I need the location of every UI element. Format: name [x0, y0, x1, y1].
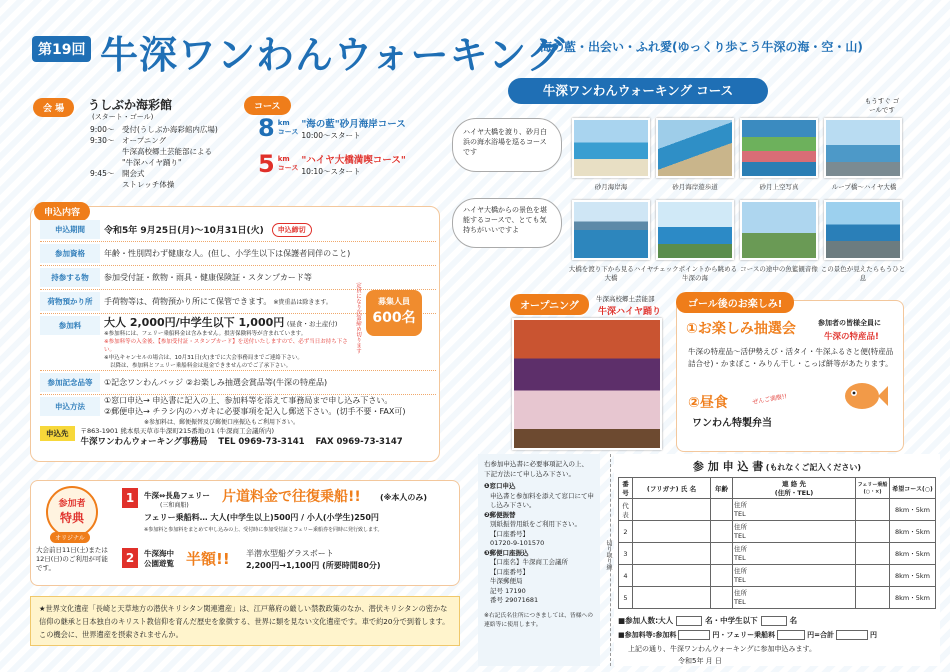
schedule-time: [90, 179, 122, 190]
row-no: 5: [619, 587, 633, 609]
deadline-badge: 申込締切: [272, 223, 312, 237]
fee-note: (昼食・お土産付): [286, 320, 338, 328]
schedule-text: オープニング: [122, 136, 167, 145]
to-label: 申込先: [40, 426, 75, 441]
count-label: ■参加人数:大人: [618, 616, 674, 625]
tel-label: TEL: [734, 597, 746, 606]
bring-value: 参加受付証・飲物・雨具・健康保険証・スタンプカード等: [104, 273, 312, 282]
perk-main-1: 片道料金で往復乗船!!: [222, 489, 361, 505]
photo-bridge-below: [572, 200, 650, 260]
schedule-time: [90, 146, 122, 157]
schedule-row: [90, 168, 240, 179]
cut-line-label: 切り取り線: [605, 540, 612, 570]
course-5km: [258, 150, 406, 178]
venue-schedule: [90, 124, 240, 190]
row-label: 参加記念品等: [40, 373, 100, 392]
to-fax: FAX 0969-73-3147: [315, 437, 403, 447]
perk-title-1: 参加者: [58, 499, 86, 509]
form-title: 参 加 申 込 書: [692, 460, 764, 473]
course-kana: コース: [277, 164, 299, 172]
col-contact-sub: (住所・TEL): [774, 489, 814, 497]
col-name: (フリガナ) 氏 名: [633, 478, 711, 499]
fee-note-line: ※参加料等の入金後、【参加受付証・スタンプカード】を送付いたしますので、必ず当日お持ち下さい。: [104, 339, 348, 353]
row-label: 申込方法: [40, 397, 100, 416]
col-contact-title: 連 絡 先: [781, 480, 807, 488]
photo-promenade: [656, 118, 734, 178]
contact-input[interactable]: [733, 543, 856, 565]
venue-label: 会 場: [33, 98, 74, 117]
row-period: [40, 218, 436, 242]
form-date: 令和5年 月 日: [678, 657, 722, 665]
photo-beach: [572, 118, 650, 178]
col-ferry: フェリー乗船(○・×): [856, 478, 890, 499]
lottery-note-2: 牛深の特産品!: [824, 332, 879, 342]
howto-panel: [478, 454, 600, 666]
fee-note-line: ※申込キャンセルの場合は、10月31日(火)までに大会事務局までご連絡下さい。: [104, 355, 303, 361]
photo-statue: [740, 200, 818, 260]
capacity-side-note: 定員になり次第締め切ります: [355, 282, 361, 354]
howto-bank-branch: 牛深郵便局: [490, 577, 523, 585]
goal-note: もうすぐ ゴールです: [864, 97, 900, 114]
row-no: 代表: [619, 499, 633, 521]
age-input[interactable]: [711, 543, 733, 565]
course-info: [301, 116, 405, 141]
howto-post-acc: 01720-9-101570: [490, 539, 545, 547]
perk-route: 牛深⇔長島フェリー: [144, 491, 210, 500]
photo-view: [824, 200, 902, 260]
fee-sum: 円=合計: [807, 631, 834, 639]
page-title: 牛深ワンわんウォーキング: [100, 33, 566, 77]
fee-input[interactable]: [678, 630, 710, 640]
howto-bank-title: ❸郵便口座振込: [484, 548, 529, 557]
perk-place-1: 牛深海中: [144, 549, 174, 558]
opening-sub: 牛深高校郷土芸能部: [596, 295, 655, 303]
period-value: 令和5年 9月25日(月)〜10月31日(火): [104, 226, 264, 236]
fee-block: [104, 314, 354, 370]
table-row: [619, 543, 936, 565]
adult-count-input[interactable]: [676, 616, 702, 626]
howto-footer: ※右記氏名住所につきましては、皆様への連絡等に使用します。: [484, 612, 594, 628]
header-badge: 第19回: [32, 36, 91, 62]
photo-haiya-dance: [512, 318, 662, 450]
howto-post-acc-label: 【口座番号】: [490, 529, 529, 538]
table-row: [619, 587, 936, 609]
perk-small: ※参加料と参加料をまとめて申し込みの上、受付時に参加受付証とフェリー乗船券を同時に発行致します。: [144, 527, 383, 533]
venue-name: うしぶか海彩館: [88, 98, 173, 112]
howto-post-text: 別紙振替用紙をご利用下さい。: [490, 520, 581, 528]
bubble-8km: ハイヤ大橋を渡り、砂月白浜の海水浴場を巡るコースです: [452, 118, 562, 172]
form-count-line: [618, 615, 936, 626]
course-option[interactable]: 8km・5km: [890, 521, 936, 543]
age-input[interactable]: [711, 565, 733, 587]
photo-caption: 砂月上空写真: [759, 183, 799, 191]
schedule-row: [90, 179, 240, 190]
opening-name: 牛深ハイヤ踊り: [598, 307, 662, 317]
count-end: 名: [789, 616, 798, 625]
venue-sub: (スタート・ゴール): [92, 113, 154, 121]
addr-label: 住所: [734, 500, 747, 509]
course-option[interactable]: 8km・5km: [890, 565, 936, 587]
perk-price: 2,200円→1,100円 (所要時間80分): [246, 561, 381, 570]
schedule-row: [90, 146, 240, 157]
heritage-text: ★世界文化遺産「長崎と天草地方の潜伏キリシタン関連遺産」は、江戸幕府の厳しい禁教政策のなか、潜伏キリシタンの密かな信仰の継承と日本独自のキリスト教信仰を育んだ歴史を象徴する、世界に類を見ない文化遺産です。車で約20分で到着します。この機会に、世界遺産を摂索されませんか。: [39, 604, 450, 639]
age-input[interactable]: [711, 499, 733, 521]
capacity-badge: [366, 290, 422, 336]
row-label: 参加料: [40, 316, 100, 335]
course-option[interactable]: 8km・5km: [890, 587, 936, 609]
child-count-input[interactable]: [761, 616, 787, 626]
perk-boat: 半潜水型船グラスボート: [246, 549, 334, 558]
course-option[interactable]: 8km・5km: [890, 499, 936, 521]
luggage-note: ※貴重品は除きます。: [273, 299, 332, 306]
addr-label: 住所: [734, 566, 747, 575]
form-fee-line: [618, 630, 936, 640]
course-start: 10:10〜スタート: [301, 166, 361, 176]
course-unit: km: [277, 119, 290, 127]
photo-caption: チェックポイントから眺める牛深の海: [652, 265, 738, 282]
schedule-row: [90, 157, 240, 168]
name-input[interactable]: [633, 499, 711, 521]
course-unit: km: [277, 155, 290, 163]
ferry-fee-input[interactable]: [777, 630, 805, 640]
perk-tag: オリジナル: [50, 532, 90, 543]
contact-input[interactable]: [733, 565, 856, 587]
course-option[interactable]: 8km・5km: [890, 543, 936, 565]
course-kana: コース: [277, 128, 299, 136]
perk-note: 大会前日11日(土)または12日(日)のご利用が可能です。: [36, 546, 108, 572]
photo-checkpoint: [656, 200, 734, 260]
perk-title-2: 特典: [59, 511, 84, 525]
total-input[interactable]: [836, 630, 868, 640]
fee-note-line: 以降は、参加料とフェリー乗船料金は返金できませんのでご了承下さい。: [110, 363, 292, 369]
howto-bank-text: 【口座名】牛深商工会議所: [490, 558, 568, 566]
method-block: [104, 395, 405, 428]
to-tel: TEL 0969-73-3141: [218, 437, 305, 447]
perk-main-2: 半額!!: [186, 550, 230, 568]
form-table: [618, 477, 936, 609]
form-agree: 上記の通り、牛深ワンわんウォーキングに参加申込みます。: [628, 645, 816, 653]
perk-place-2: 公園遊覧: [144, 559, 174, 568]
schedule-text: 牛深高校郷土芸能部による: [122, 147, 212, 156]
tel-label: TEL: [734, 575, 746, 584]
age-input[interactable]: [711, 587, 733, 609]
goal-label: ゴール後のお楽しみ!: [676, 292, 794, 313]
method-note: ※参加料は、郵便振替及び郵便口座振込もご利用下さい。: [144, 419, 300, 426]
page-subtitle: 海の藍・出会い・ふれ愛(ゆっくり歩こう牛深の海・空・山): [540, 40, 863, 54]
schedule-time: 9:45〜: [90, 169, 115, 178]
addr-label: 住所: [734, 588, 747, 597]
ferry-input[interactable]: [856, 521, 890, 543]
contact-input[interactable]: [733, 587, 856, 609]
photo-bridge-loop: [824, 118, 902, 178]
perk-num-2: 2: [122, 548, 138, 568]
perk-fare: フェリー乗船料… 大人(中学生以上)500円 / 小人(小学生)250円: [144, 513, 379, 522]
photo-caption: ループ橋〜ハイヤ大橋: [831, 183, 897, 191]
col-contact: [733, 478, 856, 499]
name-input[interactable]: [633, 521, 711, 543]
qual-value: 年齢・性別問わず健康な人。(但し、小学生以下は保護者同伴のこと): [104, 249, 351, 258]
name-input[interactable]: [633, 565, 711, 587]
schedule-row: [90, 124, 240, 135]
table-row: [619, 499, 936, 521]
lunch-name: ワンわん特製弁当: [692, 418, 772, 429]
row-no: 2: [619, 521, 633, 543]
lottery-text: 牛深の特産品〜活伊勢えび・活タイ・牛深ふるさと便(特産品詰合せ)・かまぼこ・みりん干し・こっぱ餅等があたります。: [688, 347, 894, 368]
ferry-input[interactable]: [856, 587, 890, 609]
perk-badge: [46, 486, 98, 538]
fish-icon: [840, 376, 888, 416]
schedule-time: [90, 157, 122, 168]
course-name: "ハイヤ大橋満喫コース": [301, 154, 406, 166]
ferry-input[interactable]: [856, 543, 890, 565]
col-no: 番号: [619, 478, 633, 499]
capacity-num: 600名: [372, 310, 416, 326]
to-name: 牛深ワンわんウォーキング事務局: [80, 437, 208, 447]
table-row: [619, 565, 936, 587]
row-no: 3: [619, 543, 633, 565]
tel-label: TEL: [734, 509, 746, 518]
course-label: コース: [244, 96, 291, 115]
course-banner: 牛深ワンわんウォーキング コース: [508, 78, 768, 104]
photo-caption: 砂月海岸遊歩道: [672, 183, 718, 191]
course-num: 8: [258, 114, 275, 142]
row-bring: [40, 266, 436, 290]
row-label: 参加資格: [40, 244, 100, 263]
course-num: 5: [258, 150, 275, 178]
row-gift: [40, 371, 436, 395]
schedule-text: 開会式: [122, 169, 145, 178]
tel-label: TEL: [734, 553, 746, 562]
to-contact: [81, 435, 403, 447]
photo-aerial: [740, 118, 818, 178]
lottery-note-1: 参加者の皆様全員に: [818, 319, 881, 327]
course-8km: [258, 114, 406, 142]
capacity-label: 募集人員: [378, 297, 410, 306]
tel-label: TEL: [734, 531, 746, 540]
form-header-row: [619, 478, 936, 499]
fee-mid: 円・フェリー乗船料: [712, 631, 776, 639]
row-method: [40, 395, 436, 428]
howto-window-title: ❶窓口申込: [484, 482, 516, 490]
name-input[interactable]: [633, 543, 711, 565]
fee-end: 円: [869, 631, 877, 639]
row-label: 申込期間: [40, 220, 100, 239]
howto-post-title: ❷郵便振替: [484, 510, 516, 519]
method-post: ②郵便申込→ チラシ内のハガキに必要事項を記入し郵送下さい。(切手不要・FAX可): [104, 407, 406, 416]
col-age: 年齢: [711, 478, 733, 499]
col-course: 希望コース(○): [890, 478, 936, 499]
howto-intro: 右参加申込書に必要事項記入の上、下記方法にて申し込み下さい。: [484, 460, 588, 478]
addr-label: 住所: [734, 544, 747, 553]
perk-note-1: (※本人のみ): [380, 493, 428, 502]
fee-label: ■参加料等:参加料: [618, 631, 677, 639]
course-name: "海の藍"砂月海岸コース: [301, 118, 406, 130]
table-row: [619, 521, 936, 543]
photo-caption: 大橋を渡り下から見るハイヤ大橋: [568, 265, 654, 282]
bubble-5km: ハイヤ大橋からの景色を堪能するコースで、とても気持ちがいいですよ: [452, 198, 562, 248]
schedule-text: "牛深ハイヤ踊り": [122, 158, 182, 167]
howto-window-text: 申込書と参加料を添えて窓口にて申し込み下さい。: [490, 491, 594, 509]
addr-label: 住所: [734, 522, 747, 531]
lunch-title: ②昼食: [688, 395, 728, 411]
fee-note-line: ※参加料には、フェリー乗船料金は含みません。損害保険料等が含まれています。: [104, 331, 307, 337]
howto-bank-num: 番号 29071681: [490, 596, 539, 604]
row-qual: [40, 242, 436, 266]
opening-label: オープニング: [510, 294, 589, 315]
photo-caption: コースの途中の魚籃観音像: [740, 265, 818, 273]
photo-caption: 砂月海岸海: [594, 183, 628, 191]
course-unit-block: [278, 119, 299, 137]
form-title-row: [618, 458, 936, 474]
to-addr: 〒863-1901 熊本県天草市牛深町215番地の1 (牛深商工会議所内): [80, 427, 275, 435]
application-form: [614, 454, 940, 666]
schedule-text: 受付(うしぶか海彩館内広場): [122, 125, 218, 134]
photo-caption: この景色が見えたらもうひと息: [820, 265, 906, 282]
method-window: ①窓口申込→ 申込書に記入の上、参加料等を添えて事務局まで申し込み下さい。: [104, 396, 393, 405]
count-mid: 名・中学生以下: [705, 616, 758, 625]
fee-value: 大人 2,000円/中学生以下 1,000円: [104, 316, 285, 329]
apply-label: 申込内容: [34, 202, 90, 221]
course-info: [301, 152, 405, 177]
form-title-note: (もれなくご記入ください): [765, 463, 862, 472]
schedule-time: 9:00〜: [90, 125, 115, 134]
schedule-text: ストレッチ体操: [122, 180, 175, 189]
perk-num-1: 1: [122, 488, 138, 508]
perk-route-sub: (三和商船): [160, 502, 189, 509]
row-label: 持参する物: [40, 268, 100, 287]
apply-to: [40, 426, 436, 447]
course-start: 10:00〜スタート: [301, 130, 361, 140]
name-input[interactable]: [633, 587, 711, 609]
contact-input[interactable]: [733, 521, 856, 543]
age-input[interactable]: [711, 521, 733, 543]
course-unit-block: [278, 155, 299, 173]
fee-line: [104, 314, 354, 330]
howto-bank-branch-label: 【口座番号】: [490, 567, 529, 576]
howto-bank-sym: 記号 17190: [490, 586, 526, 595]
ferry-input[interactable]: [856, 499, 890, 521]
to-block: [81, 426, 403, 447]
luggage-value: 手荷物等は、荷物預かり所にて保管できます。: [104, 297, 272, 306]
gift-value: ①記念ワンわんバッジ ②お楽しみ抽選会賞品等(牛深の特産品): [104, 378, 328, 387]
cut-line: [610, 454, 611, 666]
schedule-time: 9:30〜: [90, 136, 115, 145]
heritage-box: [30, 596, 460, 646]
contact-input[interactable]: [733, 499, 856, 521]
lottery-title: ①お楽しみ抽選会: [686, 321, 796, 337]
row-label: 荷物預かり所: [40, 292, 100, 311]
lunch-note: ぜんご満腹!!: [751, 393, 788, 406]
schedule-row: [90, 135, 240, 146]
row-no: 4: [619, 565, 633, 587]
ferry-input[interactable]: [856, 565, 890, 587]
